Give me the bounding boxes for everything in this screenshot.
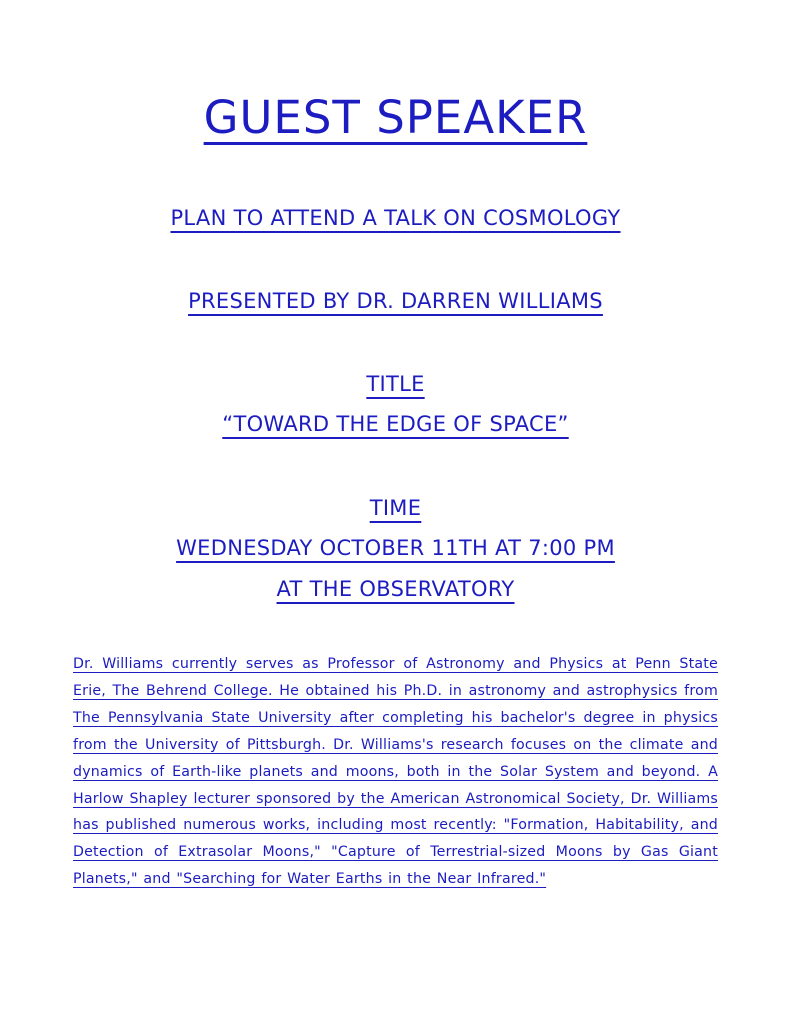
event-announcement: PLAN TO ATTEND A TALK ON COSMOLOGY: [170, 206, 621, 230]
event-datetime: WEDNESDAY OCTOBER 11TH AT 7:00 PM: [176, 536, 615, 560]
title-label: TITLE: [366, 372, 425, 396]
event-location: AT THE OBSERVATORY: [276, 577, 515, 601]
flyer-heading: GUEST SPEAKER: [203, 91, 588, 144]
speaker-bio: Dr. Williams currently serves as Professor of Astronomy and Physics at Penn State Erie, The Behrend College. He obtained his Ph.D. in astronomy and astrophysics from The Pennsylvania State University after completing his bachelor's degree in physics from the University of Pittsburgh. Dr. Williams's research focuses on the climate and dynamics of Earth-like planets and moons, both in the Solar System and beyond. A Harlow Shapley lecturer sponsored by the American Astronomical Society, Dr. Williams has published numerous works, including most recently: "Formation, Habitability, and Detection of Extrasolar Moons," "Capture of Terrestrial-sized Moons by Gas Giant Planets," and "Searching for Water Earths in the Near Infrared.": [73, 656, 718, 888]
talk-title: “TOWARD THE EDGE OF SPACE”: [222, 412, 569, 436]
presenter-line: PRESENTED BY DR. DARREN WILLIAMS: [188, 289, 603, 313]
time-label: TIME: [369, 496, 422, 520]
